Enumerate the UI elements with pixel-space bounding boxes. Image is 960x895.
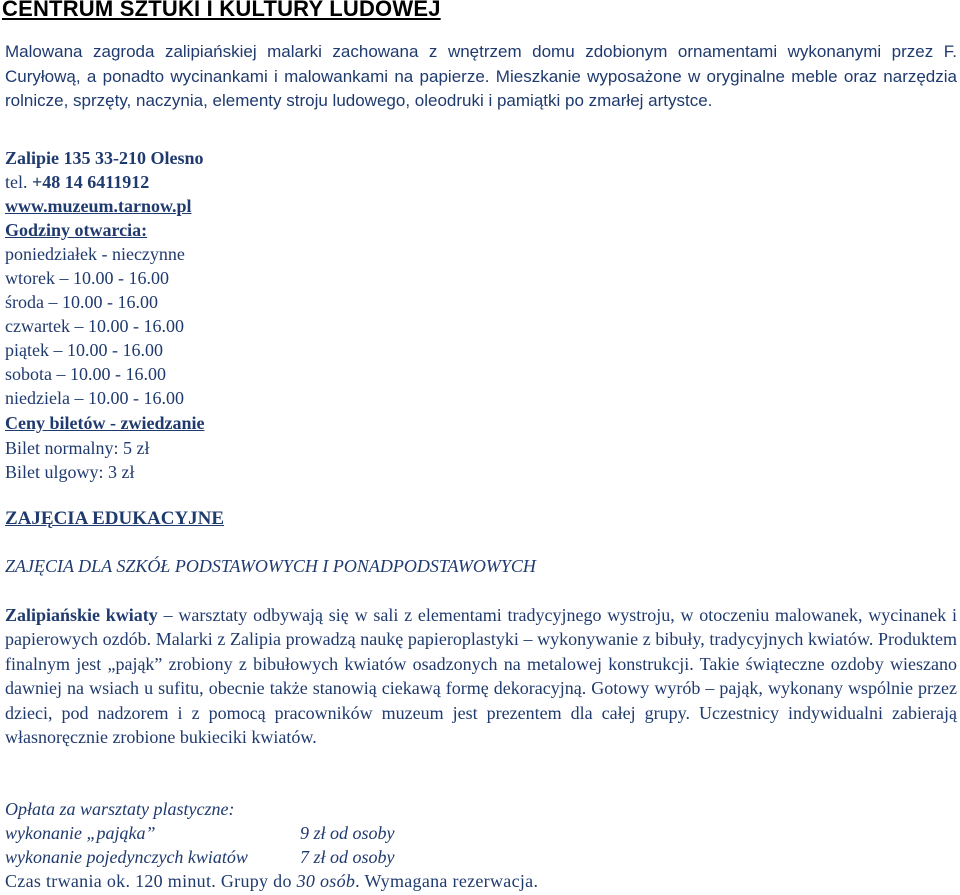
- hours-row: [5, 362, 166, 386]
- workshop-description: [5, 603, 957, 749]
- hours-dash: –: [53, 340, 63, 360]
- hours-dash: –: [59, 268, 69, 288]
- website-link[interactable]: www.muzeum.tarnow.pl: [5, 196, 192, 216]
- fee-row: [5, 847, 395, 868]
- duration-line: [5, 871, 538, 892]
- intro-paragraph: Malowana zagroda zalipiańskiej malarki zachowana z wnętrzem domu zdobionym ornamentami wykonanymi przez F. Curyłową, a ponadto wycinankami i malowankami na papierze. Mieszkanie wyposażone w oryginalne meble oraz narzędzia rolnicze, sprzęty, naczynia, elementy stroju ludowego, oleodruki i pamiątki po zmarłej artystce.: [5, 42, 957, 110]
- fee-row: [5, 823, 395, 844]
- hours-day: czwartek: [5, 316, 70, 336]
- page-title: CENTRUM SZTUKI I KULTURY LUDOWEJ: [2, 0, 441, 21]
- hours-day: piątek: [5, 340, 49, 360]
- address: Zalipie 135 33-210 Olesno: [5, 148, 204, 168]
- hours-dash: –: [48, 292, 58, 312]
- hours-dash: –: [56, 364, 66, 384]
- ticket-reduced: Bilet ulgowy: 3 zł: [5, 462, 135, 482]
- hours-day: sobota: [5, 364, 52, 384]
- phone-line: [5, 170, 149, 194]
- hours-row: [5, 338, 163, 362]
- tickets-heading: Ceny biletów - zwiedzanie: [5, 413, 205, 433]
- hours-time: 10.00 - 16.00: [66, 340, 163, 360]
- duration-prefix: Czas trwania ok. 120 minut. Grupy do: [5, 871, 297, 891]
- hours-row: [5, 290, 158, 314]
- workshop-name: Zalipiańskie kwiaty: [5, 605, 158, 625]
- education-heading: ZAJĘCIA EDUKACYJNE: [5, 508, 225, 529]
- ticket-normal: Bilet normalny: 5 zł: [5, 438, 150, 458]
- hours-row: [5, 386, 184, 410]
- phone-number[interactable]: +48 14 6411912: [32, 172, 150, 192]
- hours-row: [5, 314, 184, 338]
- education-subheading: ZAJĘCIA DLA SZKÓŁ PODSTAWOWYCH I PONADPODSTAWOWYCH: [5, 556, 536, 576]
- hours-day: wtorek: [5, 268, 55, 288]
- hours-time: 10.00 - 16.00: [87, 316, 184, 336]
- group-size: 30 osób: [296, 871, 356, 891]
- website-line: [5, 194, 192, 218]
- hours-heading: Godziny otwarcia:: [5, 220, 148, 240]
- hours-row: [5, 266, 169, 290]
- fee-price: 7 zł od osoby: [300, 847, 395, 867]
- fee-name: wykonanie „pająka”: [5, 823, 156, 843]
- hours-time: 10.00 - 16.00: [87, 388, 184, 408]
- workshop-text: – warsztaty odbywają się w sali z elementami tradycyjnego wystroju, w otoczeniu malowanek, wycinanek i papierowych ozdób. Malarki z Zalipia prowadzą naukę papieroplastyki – wykonywanie z bibuły, tradycyjnych kwiatów. Produktem finalnym jest „pająk” zrobiony z bibułowych kwiatów osadzonych na metalowej konstrukcji. Takie świąteczne ozdoby wieszano dawniej na wsiach u sufitu, obecnie także stanowią ciekawą formę dekoracyjną. Gotowy wyrób – pająk, wykonany wspólnie przez dzieci, pod nadzorem i z pomocą pracowników muzeum jest prezentem dla całej grupy. Uczestnicy indywidualni zabierają własnoręcznie zrobione bukieciki kwiatów.: [5, 605, 957, 748]
- hours-time: 10.00 - 16.00: [62, 292, 158, 312]
- hours-dash: –: [74, 316, 84, 336]
- hours-day: niedziela: [5, 388, 70, 408]
- hours-dash: –: [74, 388, 84, 408]
- hours-day: środa: [5, 292, 44, 312]
- fee-price: 9 zł od osoby: [300, 823, 395, 843]
- duration-suffix: . Wymagana rezerwacja.: [355, 871, 539, 891]
- phone-label: tel.: [5, 172, 28, 192]
- fee-name: wykonanie pojedynczych kwiatów: [5, 847, 248, 867]
- fees-heading: Opłata za warsztaty plastyczne:: [5, 799, 235, 819]
- hours-time: 10.00 - 16.00: [70, 364, 166, 384]
- hours-time: 10.00 - 16.00: [72, 268, 169, 288]
- hours-monday: poniedziałek - nieczynne: [5, 244, 185, 264]
